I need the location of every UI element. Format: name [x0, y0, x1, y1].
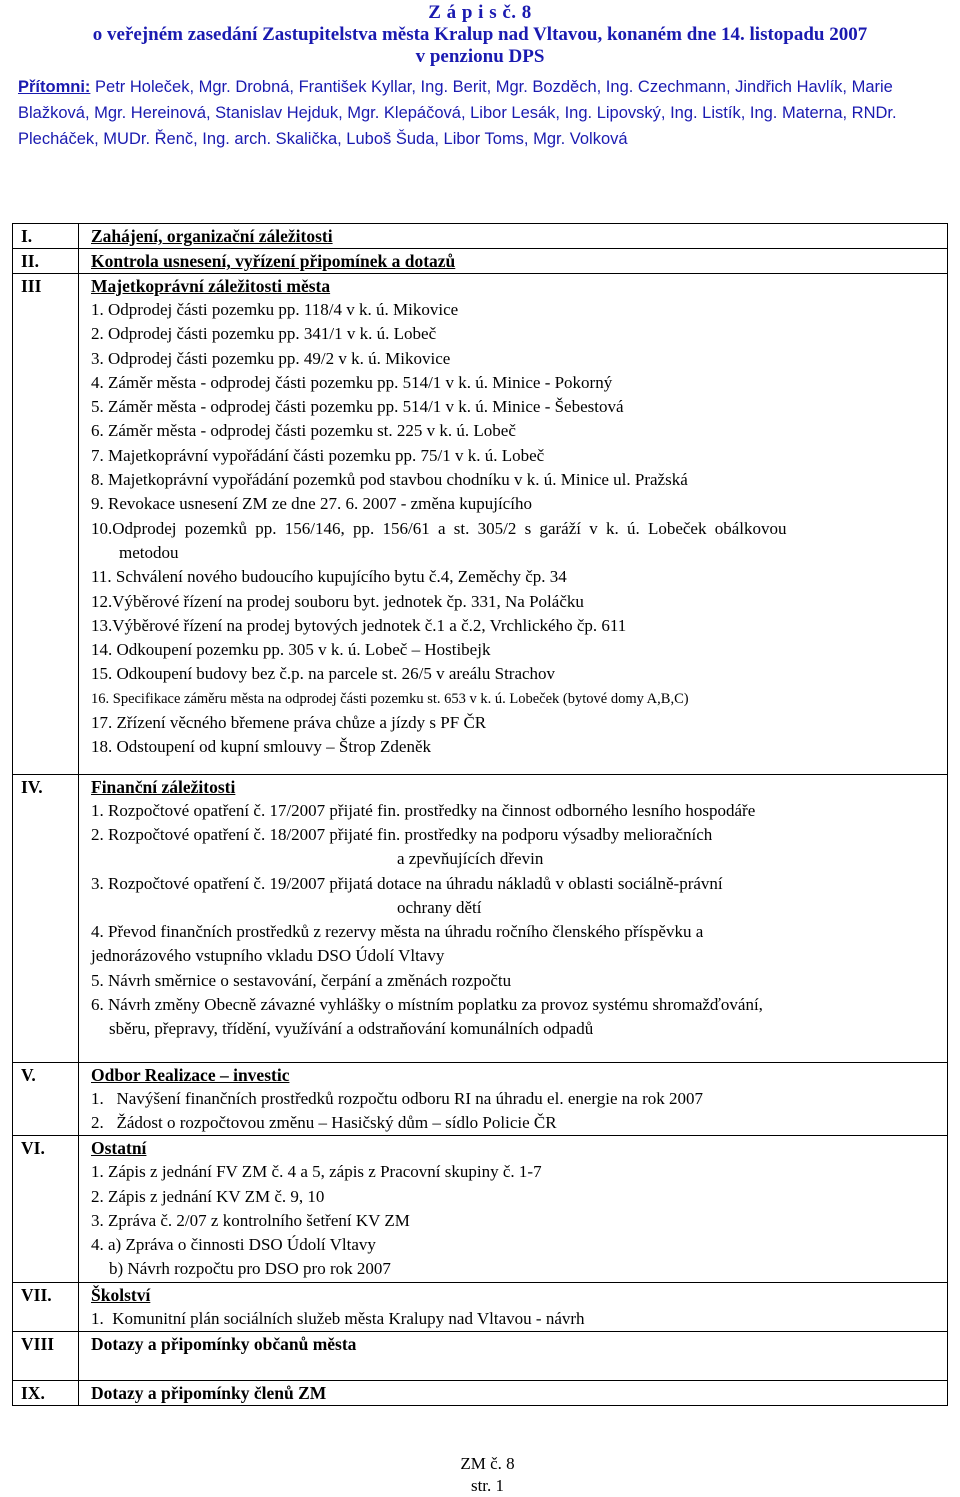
list-item: 3. Rozpočtové opatření č. 19/2007 přijatá dotace na úhradu nákladů v oblasti sociálně-právní: [91, 873, 723, 893]
agenda-row: [13, 1282, 948, 1331]
list-item: 6. Návrh změny Obecně závazné vyhlášky o místním poplatku za provoz systému shromažďování,: [91, 995, 763, 1015]
section-title: Majetkoprávní záležitosti města: [91, 276, 331, 296]
list-item: 2. Rozpočtové opatření č. 18/2007 přijaté fin. prostředky na podporu výsadby melioračních: [91, 824, 713, 844]
attendance-names: Petr Holeček, Mgr. Drobná, František Kyllar, Ing. Berit, Mgr. Bozděch, Ing. Czechmann, Jindřich Havlík, Marie Blažková, Mgr. Hereinová, Stanislav Hejduk, Mgr. Klepáčová, Libor Lesák, Ing. Lipovský, Ing. Listík, Ing. Materna, RNDr. Plecháček, MUDr. Řenč, Ing. arch. Skalička, Luboš Šuda, Libor Toms, Mgr. Volková: [18, 78, 897, 148]
section-title: Zahájení, organizační záležitosti: [91, 226, 333, 246]
list-item: 1. Odprodej části pozemku pp. 118/4 v k. ú. Mikovice: [91, 300, 459, 319]
agenda-row: [13, 249, 948, 274]
list-item: 4. Převod finančních prostředků z rezervy města na úhradu ročního členského příspěvku a: [91, 922, 704, 942]
list-item: 2. Odprodej části pozemku pp. 341/1 v k. ú. Lobeč: [91, 324, 437, 344]
list-item-continuation: metodou: [119, 542, 179, 562]
document-title: Z á p i s č. 8: [428, 2, 532, 23]
agenda-row: [13, 1380, 948, 1405]
list-item: 18. Odstoupení od kupní smlouvy – Štrop Zdeněk: [91, 737, 431, 757]
list-item: 1. Navýšení finančních prostředků rozpočtu odboru RI na úhradu el. energie na rok 2007: [91, 1088, 703, 1108]
list-item: 9. Revokace usnesení ZM ze dne 27. 6. 2007 - změna kupujícího: [91, 494, 532, 514]
list-item: 1. Zápis z jednání FV ZM č. 4 a 5, zápis z Pracovní skupiny č. 1-7: [91, 1162, 542, 1182]
list-item: 8. Majetkoprávní vypořádání pozemků pod stavbou chodníku v k. ú. Minice ul. Pražská: [91, 470, 688, 490]
list-item: 4. Záměr města - odprodej části pozemku pp. 514/1 v k. ú. Minice - Pokorný: [91, 372, 613, 392]
agenda-row: [13, 1136, 948, 1282]
page-footer: [0, 1453, 960, 1497]
agenda-row: [13, 274, 948, 775]
list-item-continuation: sběru, přepravy, třídění, využívání a odstraňování komunálních odpadů: [109, 1019, 594, 1039]
list-item: 6. Záměr města - odprodej části pozemku st. 225 v k. ú. Lobeč: [91, 421, 516, 441]
list-item: 16. Specifikace záměru města na odprodej části pozemku st. 653 v k. ú. Lobeček (bytové domy A,B,C): [91, 690, 689, 707]
agenda-table: [12, 223, 948, 1406]
list-item: 5. Návrh směrnice o sestavování, čerpání a změnách rozpočtu: [91, 970, 512, 990]
list-item-continuation: jednorázového vstupního vkladu DSO Údolí Vltavy: [91, 946, 445, 966]
list-item: 3. Zpráva č. 2/07 z kontrolního šetření KV ZM: [91, 1210, 410, 1230]
section-title: Ostatní: [91, 1138, 147, 1159]
list-item: 15. Odkoupení budovy bez č.p. na parcele st. 26/5 v areálu Strachov: [91, 664, 556, 684]
section-number: IX.: [13, 1380, 79, 1405]
list-item: 7. Majetkoprávní vypořádání části pozemku pp. 75/1 v k. ú. Lobeč: [91, 445, 545, 465]
section-number: VI.: [13, 1136, 79, 1282]
document-place: v penzionu DPS: [415, 46, 545, 67]
list-item: 5. Záměr města - odprodej části pozemku pp. 514/1 v k. ú. Minice - Šebestová: [91, 397, 624, 417]
list-item: 3. Odprodej části pozemku pp. 49/2 v k. ú. Mikovice: [91, 348, 451, 368]
list-item-continuation: a zpevňujících dřevin: [397, 849, 544, 869]
document-subtitle: o veřejném zasedání Zastupitelstva města Kralup nad Vltavou, konaném dne 14. listopadu 2007: [92, 24, 868, 45]
list-item: 12.Výběrové řízení na prodej souboru byt. jednotek čp. 331, Na Poláčku: [91, 591, 584, 611]
list-item: 2. Zápis z jednání KV ZM č. 9, 10: [91, 1186, 325, 1206]
agenda-row: [13, 1062, 948, 1136]
list-item: 17. Zřízení věcného břemene práva chůze a jízdy s PF ČR: [91, 713, 487, 733]
section-number: I.: [13, 224, 79, 249]
agenda-row: [13, 224, 948, 249]
list-item-continuation: ochrany dětí: [397, 897, 482, 917]
list-item-continuation: b) Návrh rozpočtu pro DSO pro rok 2007: [109, 1259, 391, 1279]
section-number: V.: [13, 1062, 79, 1136]
section-number: III: [13, 274, 79, 775]
attendance-paragraph: [18, 74, 942, 152]
list-item: 1. Rozpočtové opatření č. 17/2007 přijaté fin. prostředky na činnost odborného lesního hospodáře: [91, 800, 756, 820]
list-item: 11. Schválení nového budoucího kupujícího bytu č.4, Zeměchy čp. 34: [91, 567, 567, 587]
list-item: 14. Odkoupení pozemku pp. 305 v k. ú. Lobeč – Hostibejk: [91, 640, 491, 660]
agenda-row: [13, 1331, 948, 1380]
section-title: Dotazy a připomínky členů ZM: [91, 1382, 327, 1403]
section-number: IV.: [13, 774, 79, 1062]
attendance-label: Přítomni:: [18, 78, 91, 96]
section-title: Finanční záležitosti: [91, 776, 236, 797]
list-item: 4. a) Zpráva o činnosti DSO Údolí Vltavy: [91, 1235, 376, 1255]
section-title: Dotazy a připomínky občanů města: [91, 1333, 357, 1354]
section-title: Odbor Realizace – investic: [91, 1064, 290, 1085]
footer-page-number: str. 1: [470, 1476, 505, 1495]
section-number: VII.: [13, 1282, 79, 1331]
agenda-row: [13, 774, 948, 1062]
section-number: II.: [13, 249, 79, 274]
list-item: 2. Žádost o rozpočtovou změnu – Hasičský dům – sídlo Policie ČR: [91, 1112, 557, 1132]
section-title: Školství: [91, 1284, 151, 1305]
list-item: 1. Komunitní plán sociálních služeb města Kralupy nad Vltavou - návrh: [91, 1308, 585, 1328]
list-item: 13.Výběrové řízení na prodej bytových jednotek č.1 a č.2, Vrchlického čp. 611: [91, 615, 627, 635]
section-number: VIII: [13, 1331, 79, 1380]
footer-doc-number: ZM č. 8: [460, 1454, 515, 1473]
list-item: 10.Odprodej pozemků pp. 156/146, pp. 156/61 a st. 305/2 s garáží v k. ú. Lobeček obálkovou: [91, 518, 787, 538]
section-title: Kontrola usnesení, vyřízení připomínek a dotazů: [91, 251, 456, 271]
